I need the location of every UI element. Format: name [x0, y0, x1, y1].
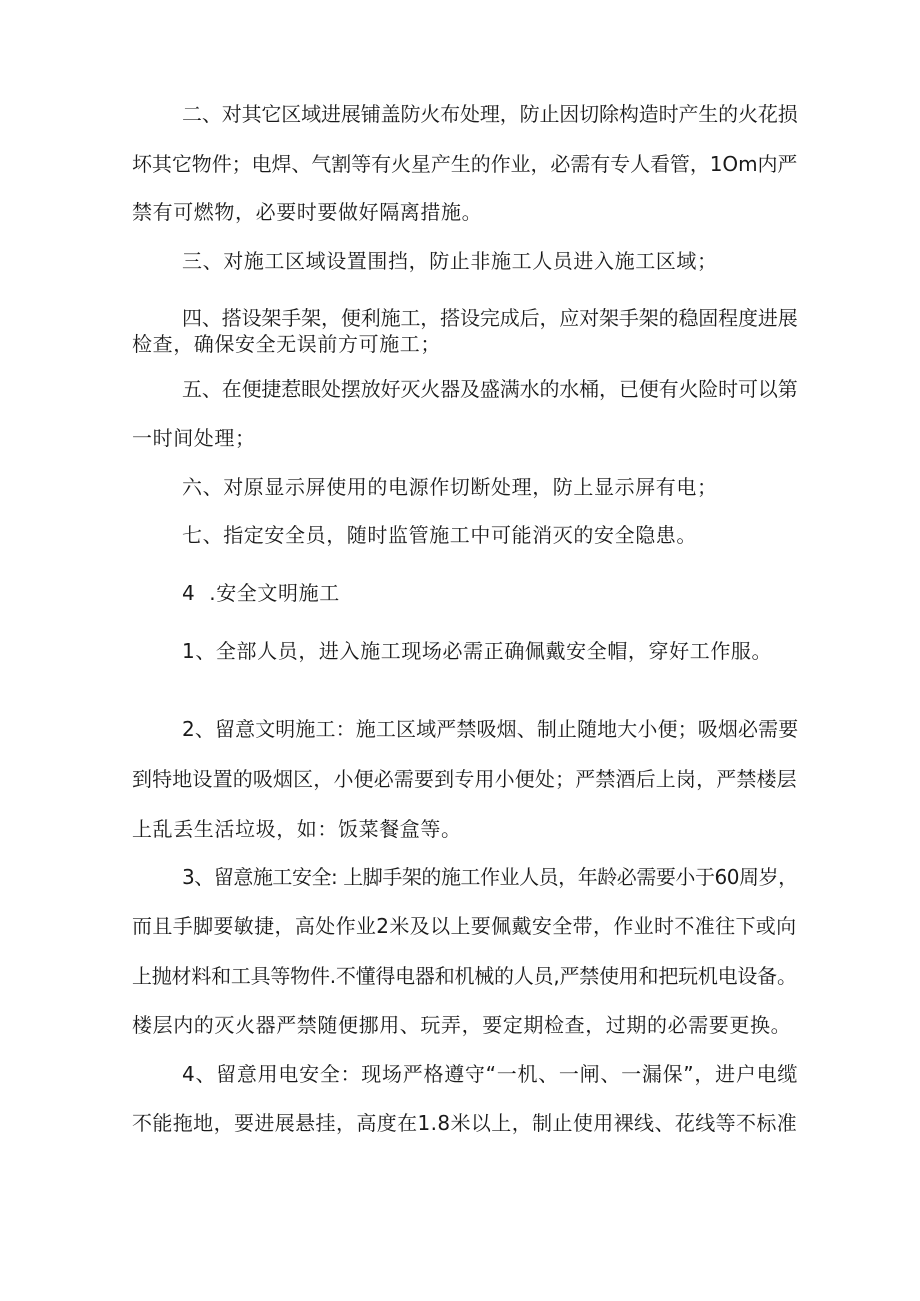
paragraph-2-line-3: 禁有可燃物，必要时要做好隔离措施。: [132, 200, 483, 224]
item-2-line-1: 2、留意文明施工：施工区域严禁吸烟、制止随地大小便；吸烟必需要: [182, 717, 799, 741]
paragraph-5-line-1: 五、在便捷惹眼处摆放好灭火器及盛满水的水桶，已便有火险时可以第: [182, 377, 798, 401]
paragraph-6-line-1: 六、对原显示屏使用的电源作切断处理，防上显示屏有电；: [182, 475, 718, 499]
item-3-line-2: 而且手脚要敏捷，高处作业2米及以上要佩戴安全带，作业时不准往下或向: [132, 914, 797, 938]
paragraph-5-line-2: 一时间处理；: [132, 426, 256, 450]
section-heading: 4 .安全文明施工: [182, 581, 340, 605]
paragraph-7-line-1: 七、指定安全员，随时监管施工中可能消灭的安全隐患。: [182, 523, 697, 547]
item-4-line-1: 4、留意用电安全：现场严格遵守“一机、一闸、一漏保”，进户电缆: [182, 1062, 799, 1086]
item-2-line-2: 到特地设置的吸烟区，小便必需要到专用小便处；严禁酒后上岗，严禁楼层: [132, 767, 797, 791]
paragraph-4-line-2: 检查，确保安全无误前方可施工；: [132, 332, 441, 356]
paragraph-2-line-1: 二、对其它区域进展铺盖防火布处理，防止因切除构造时产生的火花损: [182, 102, 798, 126]
item-3-line-4: 楼层内的灭火器严禁随便挪用、玩弄，要定期检查，过期的必需要更换。: [132, 1013, 792, 1037]
item-3-line-3: 上抛材料和工具等物件.不懂得电器和机械的人员,严禁使用和把玩机电设备。: [132, 964, 797, 988]
item-1-line-1: 1、全部人员，进入施工现场必需正确佩戴安全帽，穿好工作服。: [182, 639, 773, 663]
item-2-line-3: 上乱丢生活垃圾，如：饭菜餐盒等。: [132, 817, 462, 841]
item-4-line-2: 不能拖地，要进展悬挂，高度在1.8米以上，制止使用裸线、花线等不标准: [132, 1111, 798, 1135]
paragraph-4-line-1: 四、搭设架手架，便利施工，搭设完成后，应对架手架的稳固程度进展: [182, 306, 798, 330]
item-3-line-1: 3、留意施工安全: 上脚手架的施工作业人员，年龄必需要小于60周岁，: [182, 865, 798, 889]
paragraph-3-line-1: 三、对施工区域设置围挡，防止非施工人员进入施工区域；: [182, 249, 718, 273]
paragraph-2-line-2: 坏其它物件；电焊、气割等有火星产生的作业，必需有专人看管，1Om内严: [132, 152, 798, 176]
